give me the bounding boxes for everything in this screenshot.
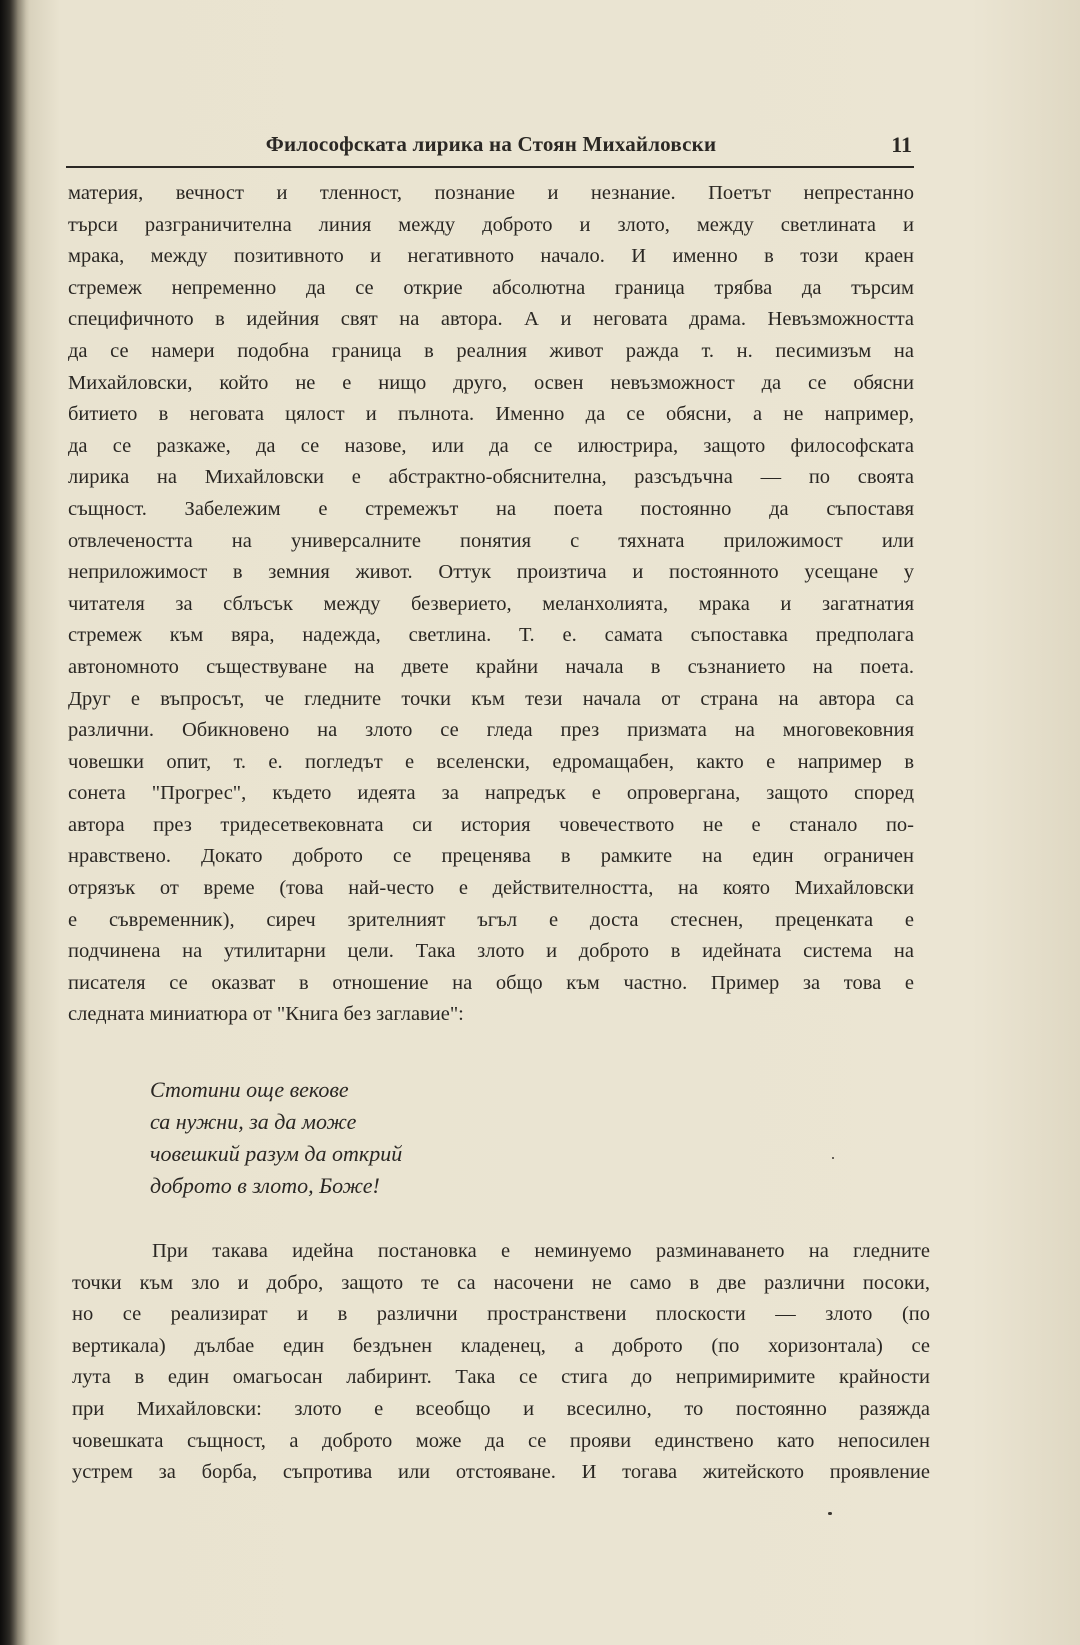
text-line: човешки опит, т. е. погледът е вселенски, едромащабен, както е например в [68, 750, 914, 773]
text-line: търси разграничителна линия между доброто и злото, между светлината и [68, 213, 914, 236]
text-line: да се намери подобна граница в реалния живот ражда т. н. песимизъм на [68, 339, 914, 362]
poem-line: са нужни, за да може [150, 1109, 357, 1134]
text-line: следната миниатюра от "Книга без заглавие": [68, 1003, 464, 1026]
text-line: При такава идейна постановка е неминуемо разминаването на гледните [152, 1240, 930, 1262]
book-spine-shadow [0, 0, 26, 1645]
poem-quotation [150, 1074, 650, 1202]
text-line: материя, вечност и тленност, познание и незнание. Поетът непрестанно [68, 182, 914, 204]
text-line: да се разкаже, да се назове, или да се илюстрира, защото философската [68, 434, 914, 457]
paragraph-1 [68, 178, 914, 1031]
text-line: стремеж към вяра, надежда, светлина. Т. е. самата съпоставка предполага [68, 624, 914, 647]
page-number: 11 [891, 132, 912, 157]
text-line: устрем за борба, съпротива или отстояване. И тогава житейското проявление [72, 1461, 930, 1484]
text-line: сонета "Прогрес", където идеята за напредък е опровергана, защото според [68, 782, 914, 805]
header-rule [66, 166, 914, 168]
text-line: лута в един омагьосан лабиринт. Така се стига до непримиримите крайности [72, 1366, 930, 1389]
text-line: автора през тридесетвековната си история човечеството не е станало по- [68, 813, 914, 836]
text-line: неприложимост в земния живот. Оттук произтича и постоянното усещане у [68, 561, 914, 584]
text-line: специфичното в идейния свят на автора. А и неговата драма. Невъзможността [68, 308, 914, 331]
poem-line: доброто в злото, Боже! [150, 1173, 380, 1198]
text-line: мрака, между позитивното и негативното начало. И именно в този краен [68, 245, 914, 268]
text-line: отрязък от време (това най-често е действителността, на която Михайловски [68, 877, 914, 900]
text-line: Друг е въпросът, че гледните точки към тези начала от страна на автора са [68, 687, 914, 710]
paragraph-2 [72, 1236, 930, 1489]
paper-speck [832, 1157, 834, 1159]
text-line: битието в неговата цялост и пълнота. Именно да се обясни, а не например, [68, 403, 914, 426]
running-header [66, 132, 916, 168]
text-line: нравствено. Докато доброто се преценява в рамките на един ограничен [68, 845, 914, 868]
text-line: човешката същност, а доброто може да се прояви единствено като непосилен [72, 1429, 930, 1452]
text-line: е съвременник), сиреч зрителният ъгъл е доста стеснен, преценката е [68, 908, 914, 931]
text-line: стремеж непременно да се открие абсолютна граница трябва да търсим [68, 276, 914, 299]
poem-line: Стотини още векове [150, 1077, 349, 1102]
text-line: отвлечеността на универсалните понятия с тяхната приложимост или [68, 529, 914, 552]
text-line: читателя за сблъсък между безверието, меланхолията, мрака и загатнатия [68, 592, 914, 615]
text-line: при Михайловски: злото е всеобщо и всесилно, то постоянно разяжда [72, 1397, 930, 1420]
text-line: автономното съществуване на двете крайни начала в съзнанието на поета. [68, 655, 914, 678]
text-line: различни. Обикновено на злото се гледа през призмата на многовековния [68, 719, 914, 742]
text-line: Михайловски, който не е нищо друго, освен невъзможност да се обясни [68, 371, 914, 394]
text-line: лирика на Михайловски е абстрактно-обяснителна, разсъдъчна — по своята [68, 466, 914, 489]
text-line: писателя се оказват в отношение на общо към частно. Пример за това е [68, 971, 914, 994]
text-line: същност. Забележим е стремежът на поета постоянно да съпоставя [68, 497, 914, 520]
text-line: вертикала) дълбае един бездънен кладенец, а доброто (по хоризонтала) се [72, 1334, 930, 1357]
running-header-title: Философската лирика на Стоян Михайловски [265, 132, 717, 156]
text-line: подчинена на утилитарни цели. Така злото и доброто в идейната система на [68, 940, 914, 963]
paper-speck [828, 1512, 832, 1515]
text-line: точки към зло и добро, защото те са насочени не само в две различни посоки, [72, 1271, 930, 1294]
poem-line: човешкий разум да открий [150, 1141, 403, 1166]
text-line: но се реализират и в различни пространствени плоскости — злото (по [72, 1303, 930, 1326]
